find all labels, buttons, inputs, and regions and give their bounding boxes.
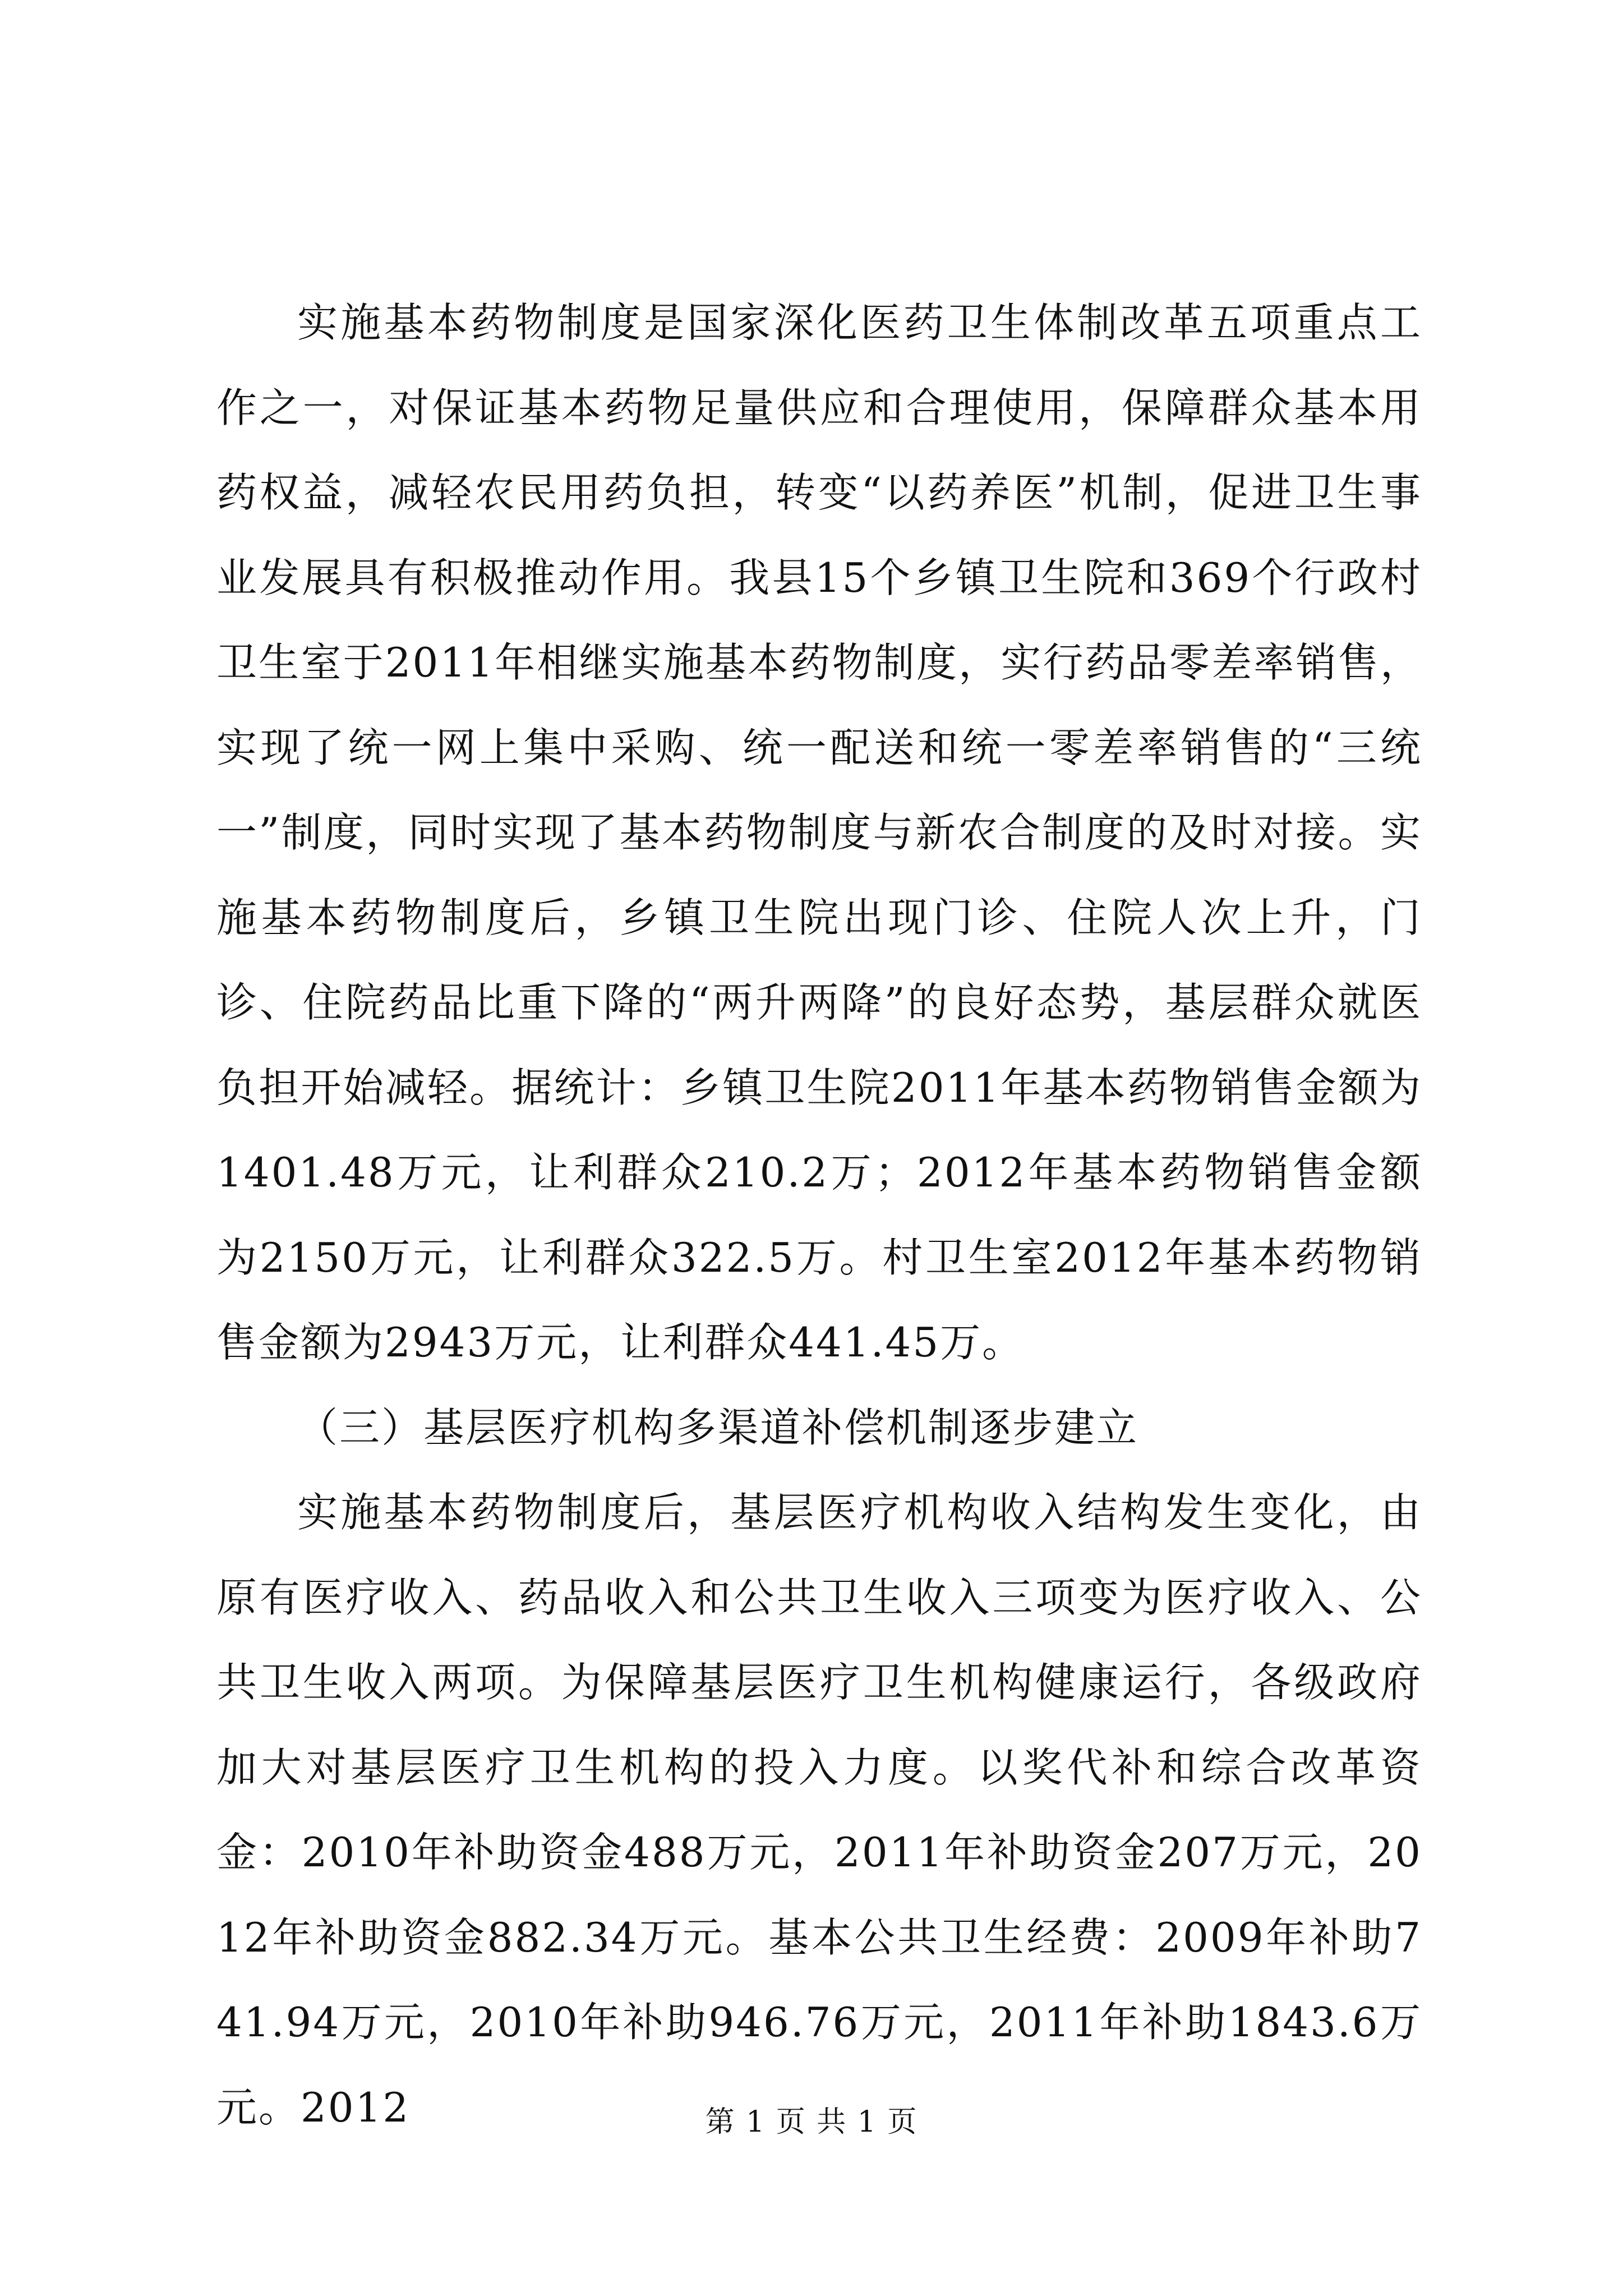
section-heading: （三）基层医疗机构多渠道补偿机制逐步建立 [297,1404,1139,1451]
paragraph-drug-system: 实施基本药物制度是国家深化医药卫生体制改革五项重点工作之一，对保证基本药物足量供应和合理使用，保障群众基本用药权益，减轻农民用药负担，转变“以药养医”机制，促进卫生事业发展具有积极推动作用。我县15个乡镇卫生院和369个行政村卫生室于2011年相继实施基本药物制度，实行药品零差率销售，实现了统一网上集中采购、统一配送和统一零差率销售的“三统一”制度，同时实现了基本药物制度与新农合制度的及时对接。实施基本药物制度后，乡镇卫生院出现门诊、住院人次上升，门诊、住院药品比重下降的“两升两降”的良好态势，基层群众就医负担开始减轻。据统计：乡镇卫生院2011年基本药物销售金额为1401.48万元，让利群众210.2万；2012年基本药物销售金额为2150万元，让利群众322.5万。村卫生室2012年基本药物销售金额为2943万元，让利群众441.45万。 [216,299,1422,1366]
document-body [216,280,1422,2150]
paragraph-compensation: 实施基本药物制度后，基层医疗机构收入结构发生变化，由原有医疗收入、药品收入和公共卫生收入三项变为医疗收入、公共卫生收入两项。为保障基层医疗卫生机构健康运行，各级政府加大对基层医疗卫生机构的投入力度。以奖代补和综合改革资金：2010年补助资金488万元，2011年补助资金207万元，2012年补助资金882.34万元。基本公共卫生经费：2009年补助741.94万元，2010年补助946.76万元，2011年补助1843.6万元。2012 [216,1489,1422,2131]
page-footer: 第 1 页 共 1 页 [705,2105,918,2139]
